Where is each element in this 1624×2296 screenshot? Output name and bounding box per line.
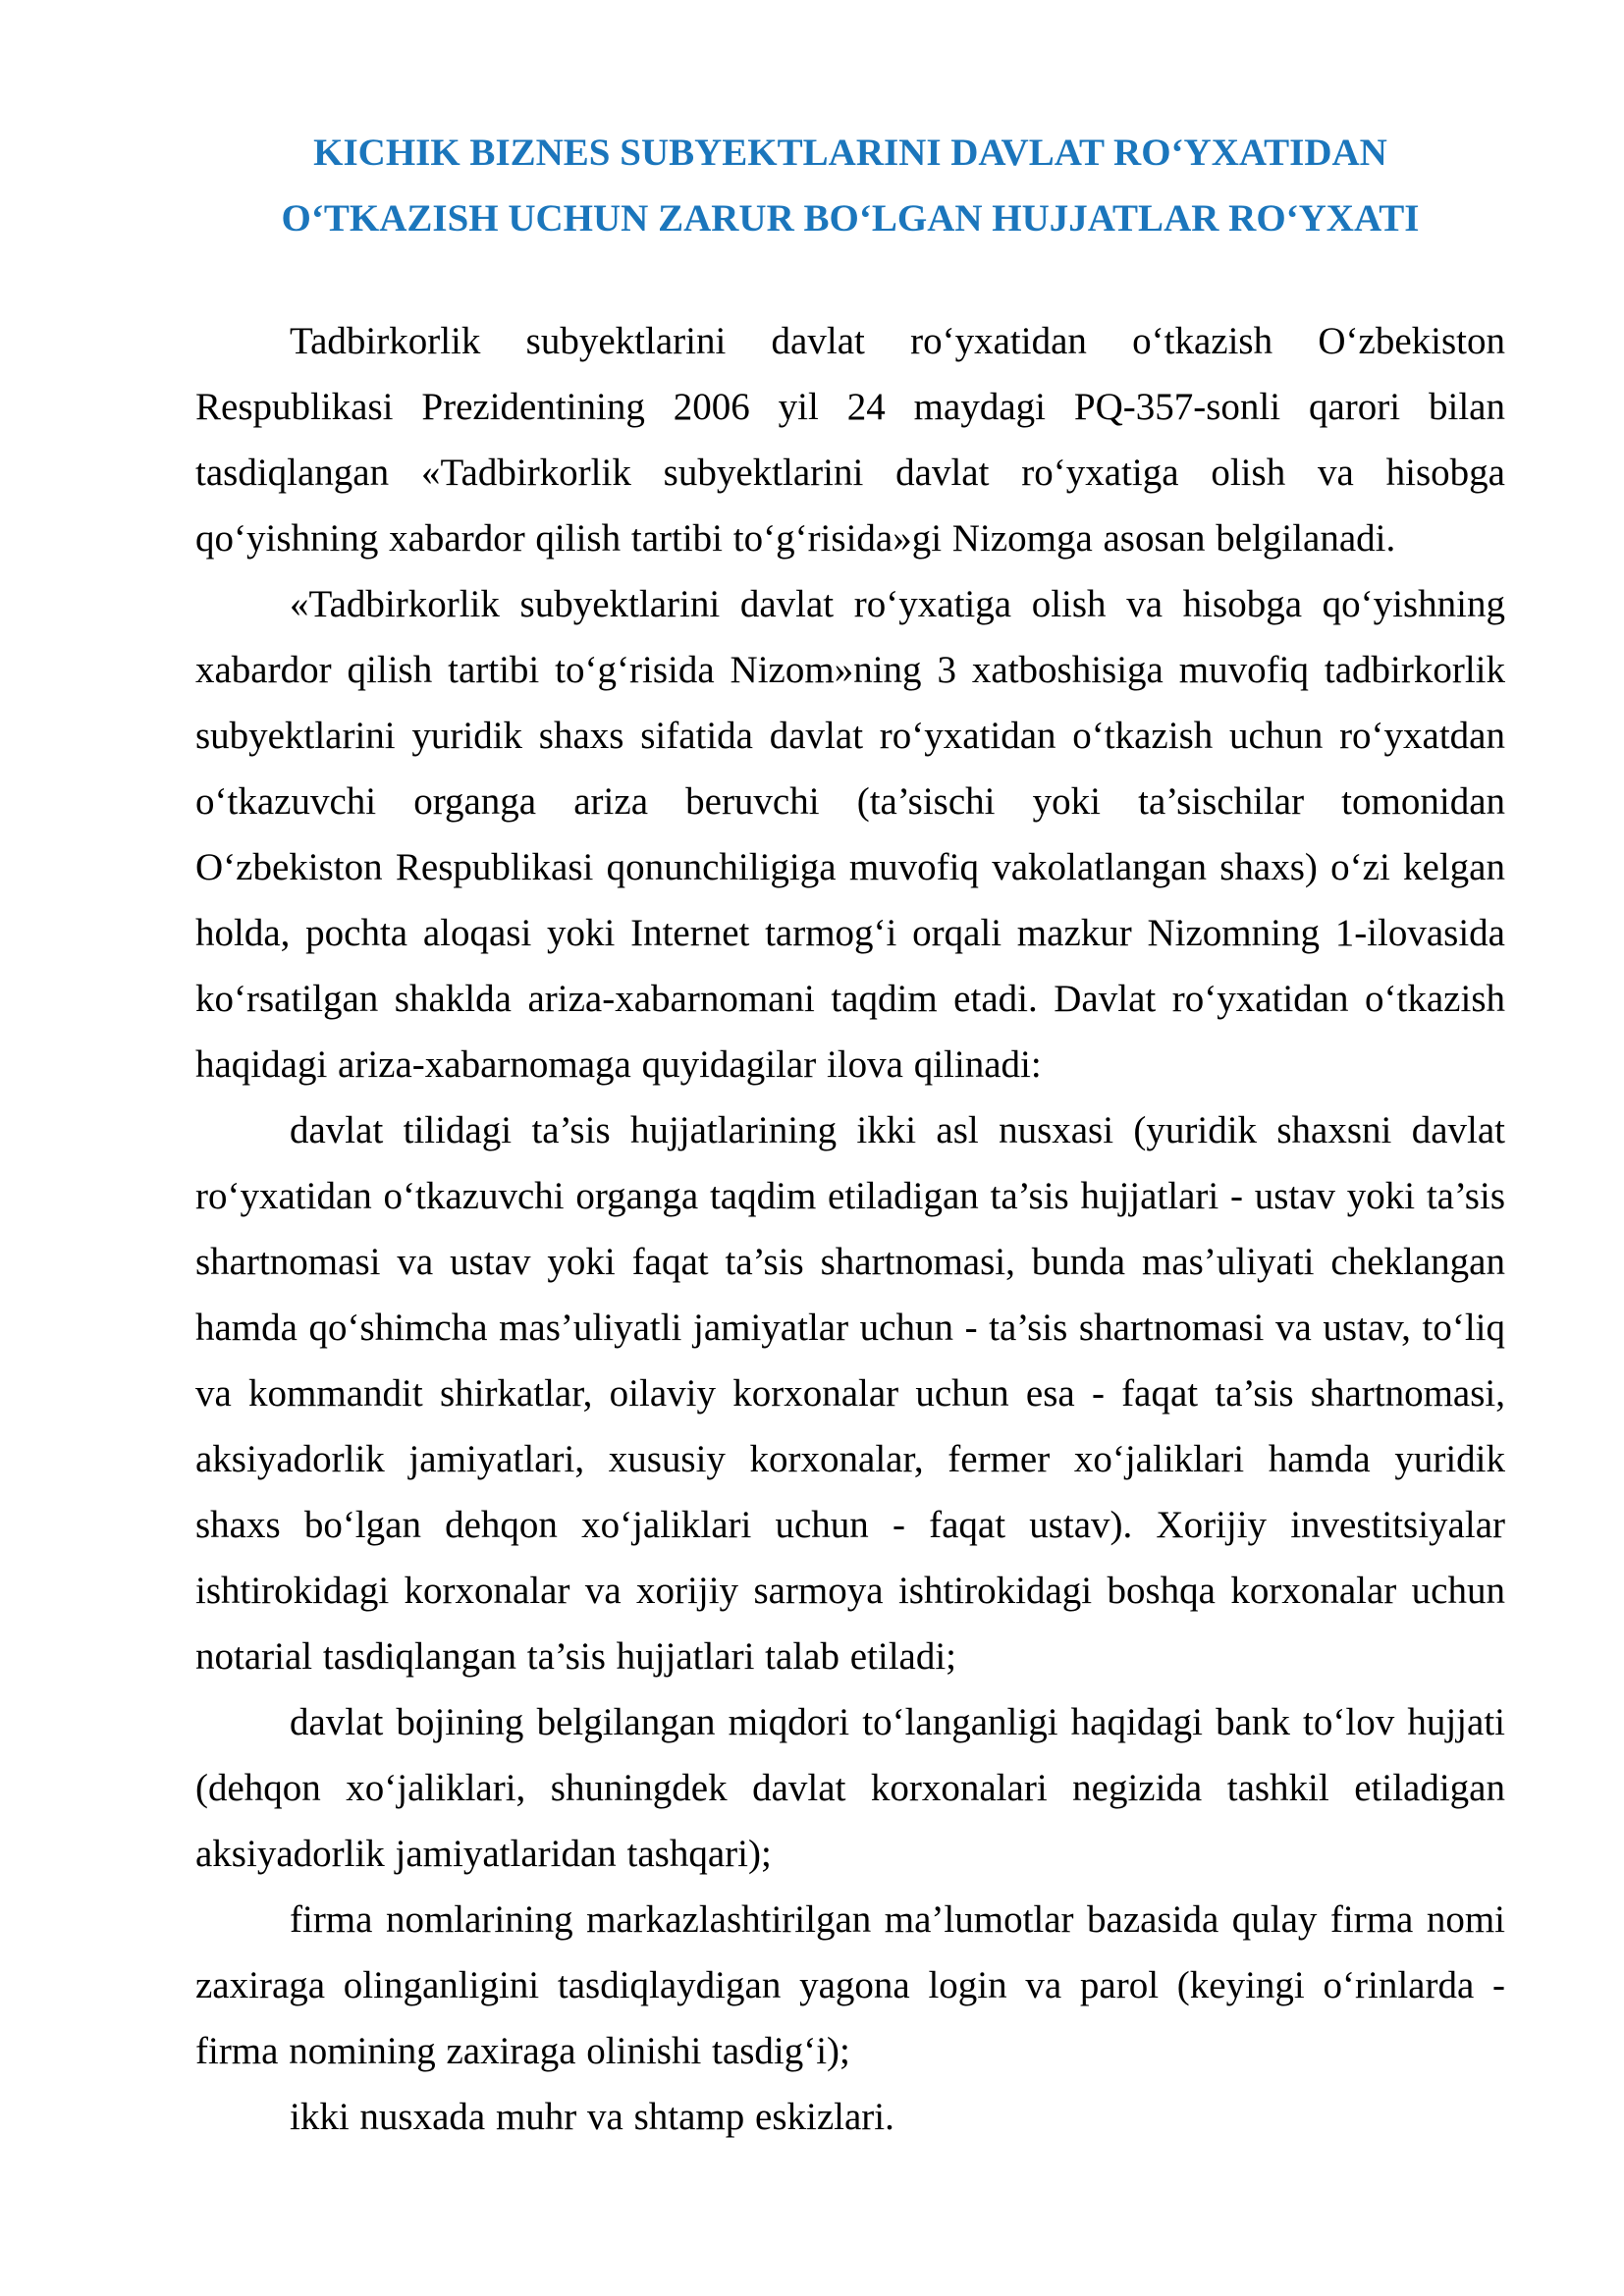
paragraph-5: firma nomlarining markazlashtirilgan ma’lumotlar bazasida qulay firma nomi zaxiraga olinganligini tasdiqlaydigan yagona login va parol (keyingi o‘rinlarda - firma nomining zaxiraga olinishi tasdig‘i);	[195, 1898, 1505, 2072]
paragraph-4: davlat bojining belgilangan miqdori to‘langanligi haqidagi bank to‘lov hujjati (dehqon xo‘jaliklari, shuningdek davlat korxonalari negizida tashkil etiladigan aksiyadorlik jamiyatlaridan tashqari);	[195, 1701, 1505, 1875]
document-title	[195, 120, 1505, 251]
document-title-line-1: KICHIK BIZNES SUBYEKTLARINI DAVLAT RO‘YXATIDAN	[313, 132, 1387, 174]
paragraph-1: Tadbirkorlik subyektlarini davlat ro‘yxatidan o‘tkazish O‘zbekiston Respublikasi Prezidentining 2006 yil 24 maydagi PQ-357-sonli qarori bilan tasdiqlangan «Tadbirkorlik subyektlarini davlat ro‘yxatiga olish va hisobga qo‘yishning xabardor qilish tartibi to‘g‘risida»gi Nizomga asosan belgilanadi.	[195, 320, 1505, 560]
paragraph-3: davlat tilidagi ta’sis hujjatlarining ikki asl nusxasi (yuridik shaxsni davlat ro‘yxatidan o‘tkazuvchi organga taqdim etiladigan ta’sis hujjatlari - ustav yoki ta’sis shartnomasi va ustav yoki faqat ta’sis shartnomasi, bunda mas’uliyati cheklangan hamda qo‘shimcha mas’uliyatli jamiyatlar uchun - ta’sis shartnomasi va ustav, to‘liq va kommandit shirkatlar, oilaviy korxonalar uchun esa - faqat ta’sis shartnomasi, aksiyadorlik jamiyatlari, xususiy korxonalar, fermer xo‘jaliklari hamda yuridik shaxs bo‘lgan dehqon xo‘jaliklari uchun - faqat ustav). Xorijiy investitsiyalar ishtirokidagi korxonalar va xorijiy sarmoya ishtirokidagi boshqa korxonalar uchun notarial tasdiqlangan ta’sis hujjatlari talab etiladi;	[195, 1109, 1505, 1678]
paragraph-2: «Tadbirkorlik subyektlarini davlat ro‘yxatiga olish va hisobga qo‘yishning xabardor qilish tartibi to‘g‘risida Nizom»ning 3 xatboshisiga muvofiq tadbirkorlik subyektlarini yuridik shaxs sifatida davlat ro‘yxatidan o‘tkazish uchun ro‘yxatdan o‘tkazuvchi organga ariza beruvchi (ta’sischi yoki ta’sischilar tomonidan O‘zbekiston Respublikasi qonunchiligiga muvofiq vakolatlangan shaxs) o‘zi kelgan holda, pochta aloqasi yoki Internet tarmog‘i orqali mazkur Nizomning 1-ilovasida ko‘rsatilgan shaklda ariza-xabarnomani taqdim etadi. Davlat ro‘yxatidan o‘tkazish haqidagi ariza-xabarnomaga quyidagilar ilova qilinadi:	[195, 583, 1505, 1086]
paragraph-6: ikki nusxada muhr va shtamp eskizlari.	[290, 2096, 894, 2138]
document-body	[195, 308, 1505, 2150]
document-title-line-2: O‘TKAZISH UCHUN ZARUR BO‘LGAN HUJJATLAR RO‘YXATI	[281, 197, 1420, 240]
